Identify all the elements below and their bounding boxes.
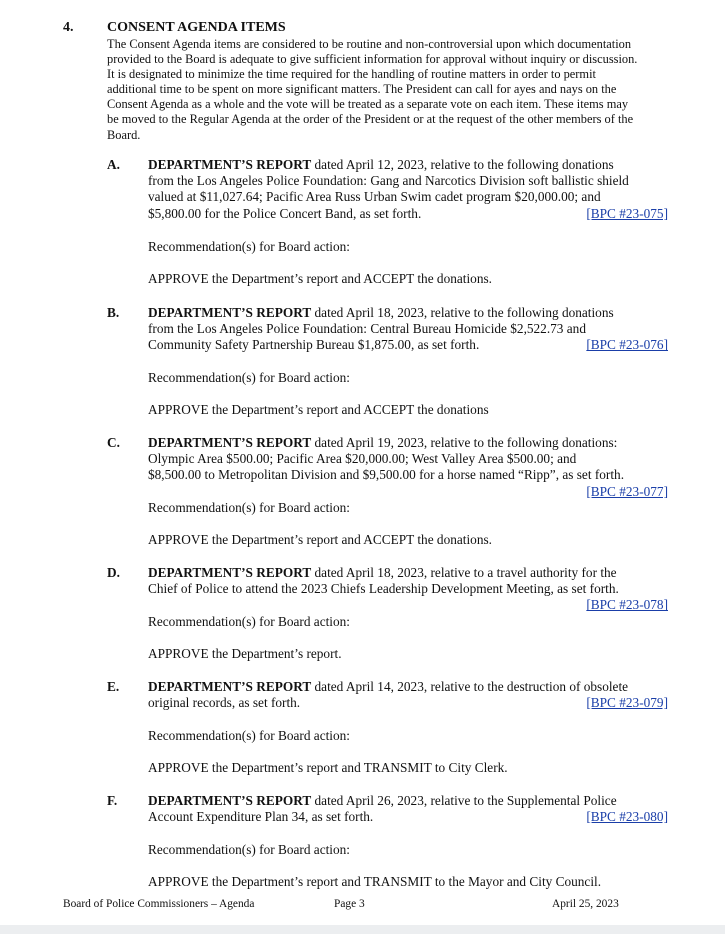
item-body (148, 157, 668, 222)
item-line: dated April 19, 2023, relative to the following donations: (311, 435, 618, 450)
item-letter: F. (107, 793, 118, 808)
intro-line: Board. (107, 127, 141, 142)
section-number: 4. (63, 20, 74, 35)
board-action: APPROVE the Department’s report and TRANSMIT to the Mayor and City Council. (148, 874, 602, 889)
footer-board-name: Board of Police Commissioners – Agenda (63, 898, 255, 910)
item-line: dated April 18, 2023, relative to a travel authority for the (311, 565, 617, 580)
footer-date: April 25, 2023 (552, 898, 619, 910)
bpc-reference-link[interactable]: [BPC #23-078] (586, 597, 668, 613)
item-body (148, 305, 668, 354)
board-action: APPROVE the Department’s report and ACCEPT the donations (148, 402, 489, 417)
item-line: Olympic Area $500.00; Pacific Area $20,000.00; West Valley Area $500.00; and (148, 451, 577, 467)
recommendation-label: Recommendation(s) for Board action: (148, 842, 350, 857)
item-line: $8,500.00 to Metropolitan Division and $9,500.00 for a horse named “Ripp”, as set forth. (148, 467, 625, 483)
item-line: $5,800.00 for the Police Concert Band, as set forth. (148, 205, 422, 221)
item-line: original records, as set forth. (148, 695, 301, 711)
item-letter: A. (107, 157, 120, 172)
item-letter: B. (107, 305, 120, 320)
item-letter: C. (107, 435, 120, 450)
bpc-reference-link[interactable]: [BPC #23-075] (586, 205, 668, 221)
bpc-reference-link[interactable]: [BPC #23-077] (586, 483, 668, 499)
section-intro (107, 37, 667, 143)
bpc-reference-link[interactable]: [BPC #23-080] (586, 809, 668, 825)
item-letter: E. (107, 679, 120, 694)
report-tag: DEPARTMENT’S REPORT (148, 305, 312, 320)
recommendation-label: Recommendation(s) for Board action: (148, 728, 350, 743)
board-action: APPROVE the Department’s report and TRANSMIT to City Clerk. (148, 760, 508, 775)
bpc-reference-link[interactable]: [BPC #23-079] (586, 695, 668, 711)
section-title: CONSENT AGENDA ITEMS (107, 20, 286, 35)
recommendation-label: Recommendation(s) for Board action: (148, 239, 350, 254)
item-line: Chief of Police to attend the 2023 Chiefs Leadership Development Meeting, as set forth. (148, 581, 619, 597)
item-line: dated April 26, 2023, relative to the Supplemental Police (311, 793, 617, 808)
recommendation-label: Recommendation(s) for Board action: (148, 614, 350, 629)
item-body (148, 565, 668, 614)
item-body (148, 793, 668, 825)
report-tag: DEPARTMENT’S REPORT (148, 793, 312, 808)
bpc-reference-link[interactable]: [BPC #23-076] (586, 337, 668, 353)
item-line: dated April 12, 2023, relative to the following donations (311, 157, 614, 172)
item-line: Account Expenditure Plan 34, as set forth. (148, 809, 374, 825)
item-line: dated April 18, 2023, relative to the following donations (311, 305, 614, 320)
recommendation-label: Recommendation(s) for Board action: (148, 500, 350, 515)
recommendation-label: Recommendation(s) for Board action: (148, 370, 350, 385)
intro-line: provided to the Board is adequate to give sufficient information for approval without inquiry or discussion. (107, 52, 638, 67)
board-action: APPROVE the Department’s report and ACCEPT the donations. (148, 532, 492, 547)
item-line: from the Los Angeles Police Foundation: Gang and Narcotics Division soft ballistic shield (148, 173, 629, 189)
intro-line: The Consent Agenda items are considered to be routine and non-controversial upon which documentation (107, 37, 632, 51)
page-bottom-edge (0, 925, 725, 934)
item-body (148, 679, 668, 711)
item-line: valued at $11,027.64; Pacific Area Russ Urban Swim cadet program $20,000.00; and (148, 189, 601, 205)
board-action: APPROVE the Department’s report and ACCEPT the donations. (148, 271, 492, 286)
intro-line: additional time to be spent on more significant matters. The President can call for ayes and nays on the (107, 82, 617, 97)
report-tag: DEPARTMENT’S REPORT (148, 565, 312, 580)
report-tag: DEPARTMENT’S REPORT (148, 157, 312, 172)
item-line: Community Safety Partnership Bureau $1,875.00, as set forth. (148, 337, 480, 353)
item-letter: D. (107, 565, 120, 580)
intro-line: be moved to the Regular Agenda at the order of the President or at the request of the other members of the (107, 112, 634, 127)
report-tag: DEPARTMENT’S REPORT (148, 679, 312, 694)
item-line: from the Los Angeles Police Foundation: Central Bureau Homicide $2,522.73 and (148, 321, 586, 337)
item-line: dated April 14, 2023, relative to the destruction of obsolete (311, 679, 629, 694)
footer-page-number: Page 3 (334, 898, 365, 910)
board-action: APPROVE the Department’s report. (148, 646, 342, 661)
report-tag: DEPARTMENT’S REPORT (148, 435, 312, 450)
item-body (148, 435, 668, 500)
intro-line: It is designated to minimize the time required for the handling of routine matters in order to permit (107, 67, 596, 82)
intro-line: Consent Agenda as a whole and the vote will be treated as a separate vote on each item. These items may (107, 97, 629, 112)
